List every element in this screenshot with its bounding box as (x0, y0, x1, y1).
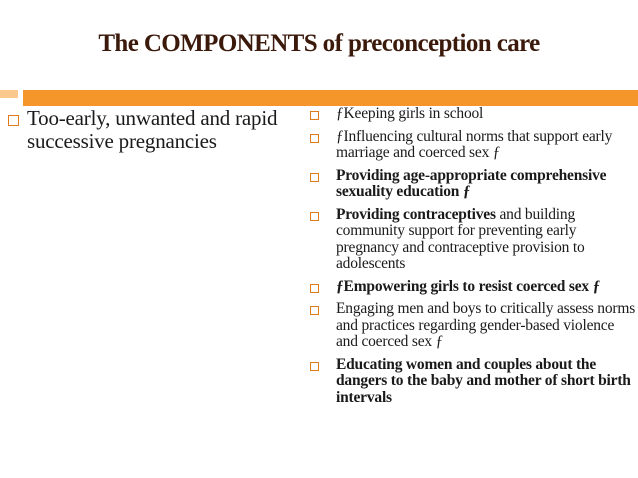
bullet-bold-text: Providing age-appropriate comprehensive sexuality education ƒ (336, 166, 607, 200)
bullet-text: ƒKeeping girls in school (336, 105, 484, 122)
square-bullet-icon (310, 212, 319, 221)
right-bullet-item (310, 301, 636, 351)
square-bullet-icon (310, 306, 319, 315)
right-bullet-item (310, 129, 636, 162)
square-bullet-icon (310, 173, 319, 182)
bullet-text: ƒInfluencing cultural norms that support early marriage and coerced sex ƒ (336, 127, 613, 161)
left-bullet-item (8, 107, 298, 153)
square-bullet-icon (310, 362, 319, 371)
slide-title: The COMPONENTS of preconception care (98, 30, 540, 57)
square-bullet-icon (310, 111, 319, 120)
right-bullet-item (310, 106, 636, 123)
right-bullet-item (310, 279, 636, 296)
left-column (8, 107, 298, 153)
right-column (310, 106, 636, 412)
bullet-bold-text: Educating women and couples about the dangers to the baby and mother of short birth intervals (336, 355, 631, 406)
bullet-text: and building community support for preventing early pregnancy and contraceptive provision to adolescents (336, 205, 585, 272)
right-bullet-item (310, 357, 636, 407)
accent-bar-left (0, 90, 18, 98)
square-bullet-icon (310, 284, 319, 293)
bullet-bold-text: ƒEmpowering girls to resist coerced sex ƒ (336, 277, 601, 295)
bullet-text: Engaging men and boys to critically assess norms and practices regarding gender-based violence and coerced sex ƒ (336, 300, 636, 350)
left-bullet-text: Too-early, unwanted and rapid successive pregnancies (27, 106, 278, 153)
right-bullet-item (310, 207, 636, 273)
right-bullet-item (310, 168, 636, 201)
square-bullet-icon (8, 115, 19, 126)
square-bullet-icon (310, 134, 319, 143)
accent-bar-right (23, 90, 638, 106)
bullet-bold-text: Providing contraceptives (336, 205, 496, 223)
